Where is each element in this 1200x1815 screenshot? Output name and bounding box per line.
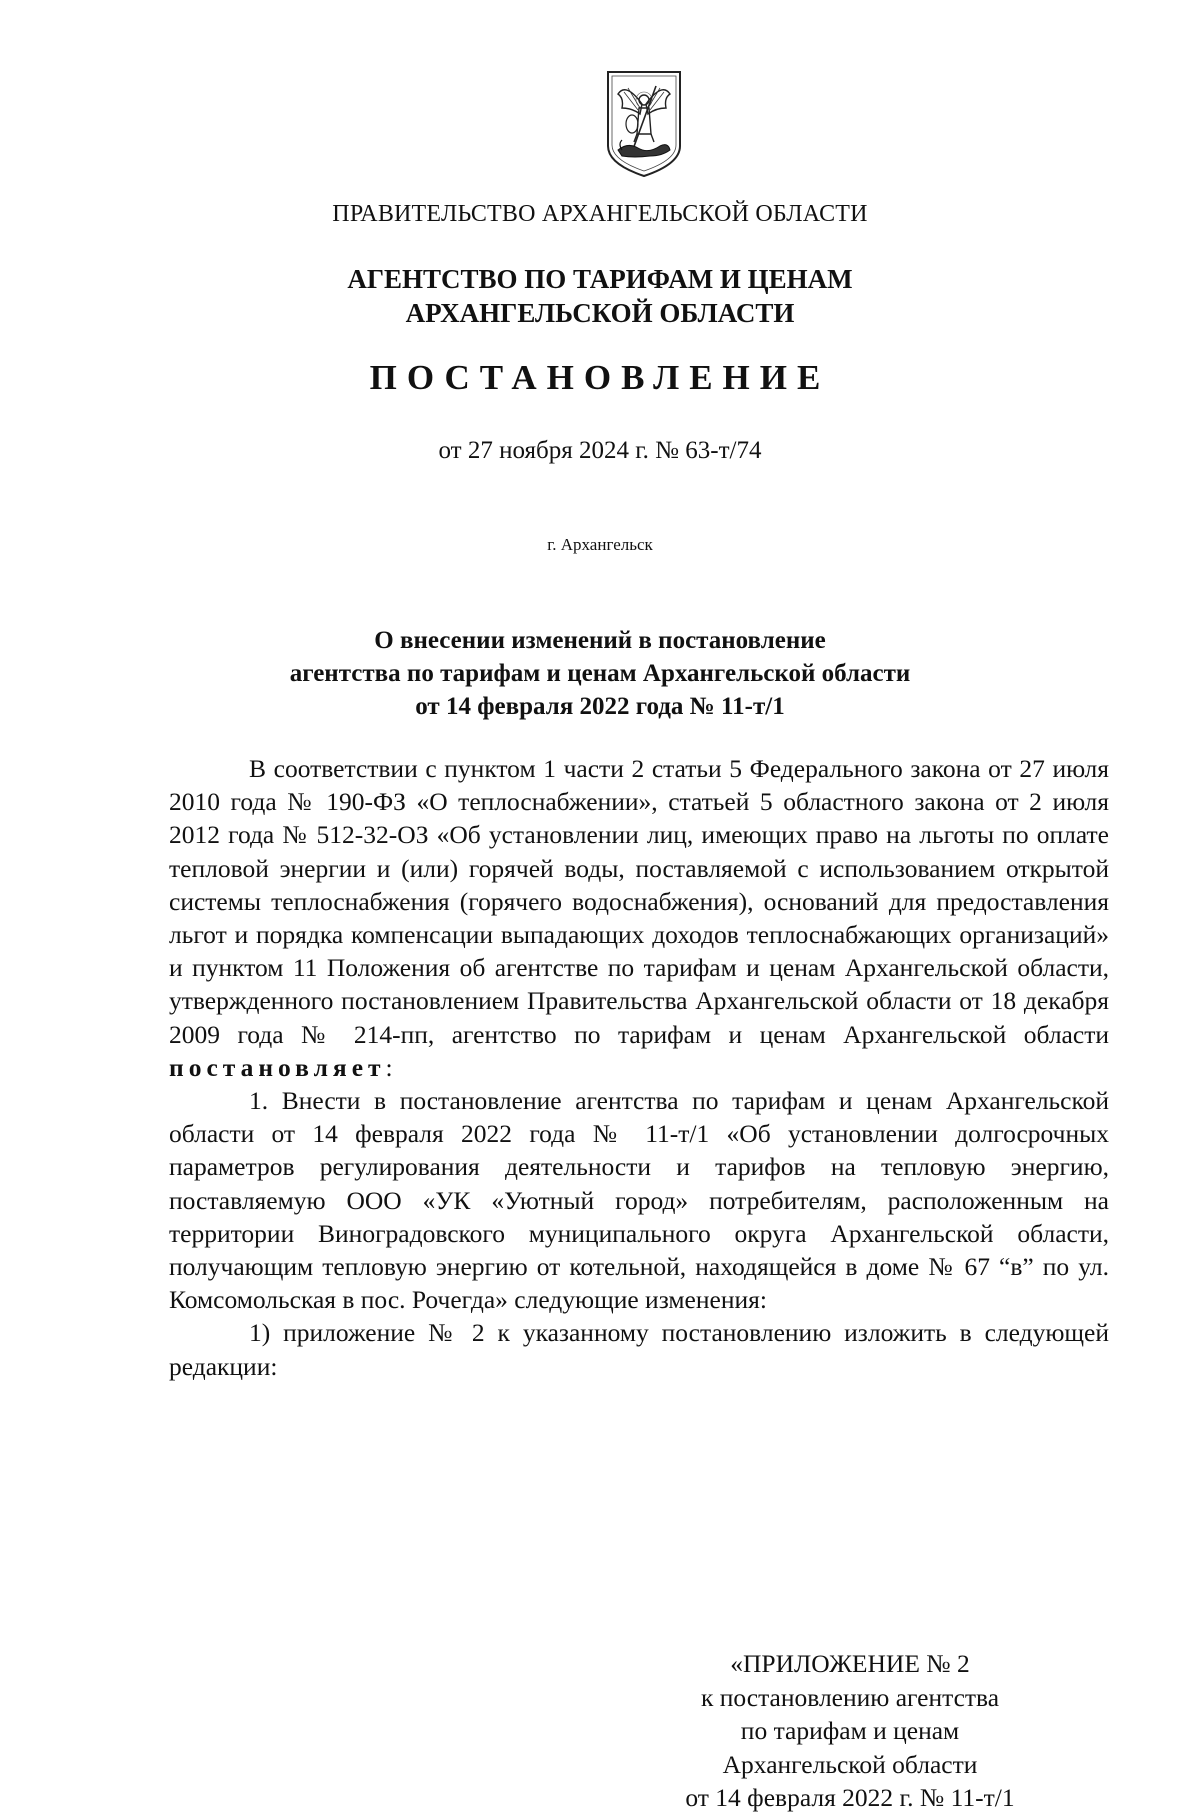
agency-name-line-2: АРХАНГЕЛЬСКОЙ ОБЛАСТИ (405, 298, 795, 328)
appendix-line-3: по тарифам и ценам (740, 1716, 960, 1745)
document-subject (0, 624, 1200, 723)
body-paragraph-preamble (169, 752, 1109, 1084)
appendix-line-1: «ПРИЛОЖЕНИЕ № 2 (730, 1649, 970, 1678)
appendix-line-5: от 14 февраля 2022 г. № 11-т/1 (685, 1783, 1015, 1812)
preamble-colon: : (385, 1052, 393, 1082)
body-paragraph-subitem-1: 1) приложение № 2 к указанному постановлению изложить в следующей редакции: (169, 1318, 1109, 1381)
archangel-coat-of-arms-emblem-icon (604, 68, 684, 178)
appendix-heading-block (640, 1647, 1060, 1815)
subject-line-3: от 14 февраля 2022 года № 11-т/1 (415, 693, 785, 720)
appendix-line-2: к постановлению агентства (700, 1682, 1000, 1712)
subject-line-2: агентства по тарифам и ценам Архангельской области (289, 660, 911, 687)
government-name: ПРАВИТЕЛЬСТВО АРХАНГЕЛЬСКОЙ ОБЛАСТИ (332, 201, 868, 227)
agency-name (0, 262, 1200, 330)
agency-name-line-1: АГЕНТСТВО ПО ТАРИФАМ И ЦЕНАМ (347, 264, 853, 294)
document-date-number: от 27 ноября 2024 г. № 63-т/74 (438, 437, 762, 464)
subject-line-1: О внесении изменений в постановление (374, 627, 826, 654)
body-paragraph-item-1: 1. Внести в постановление агентства по тарифам и ценам Архангельской области от 14 февраля 2022 года № 11-т/1 «Об установлении долгосрочных параметров регулирования деятельности и тарифов на тепловую энергию, поставляемую ООО «УК «Уютный город» потребителям, расположенным на территории Виноградовского муниципального округа Архангельской области, получающим тепловую энергию от котельной, находящейся в доме № 67 “в” по ул. Комсомольская в пос. Рочегда» следующие изменения: (169, 1086, 1109, 1315)
document-body (169, 752, 1109, 1383)
preamble-text: В соответствии с пунктом 1 части 2 статьи 5 Федерального закона от 27 июля 2010 года № 190-ФЗ «О теплоснабжении», статьей 5 областного закона от 2 июля 2012 года № 512-32-ОЗ «Об установлении лиц, имеющих право на льготы по оплате тепловой энергии и (или) горячей воды, поставляемой с использованием открытой системы теплоснабжения (горячего водоснабжения), оснований для предоставления льгот и порядка компенсации выпадающих доходов теплоснабжающих организаций» и пунктом 11 Положения об агентстве по тарифам и ценам Архангельской области, утвержденного постановлением Правительства Архангельской области от 18 декабря 2009 года № 214-пп, агентство по тарифам и ценам Архангельской области (169, 754, 1109, 1049)
document-city: г. Архангельск (547, 535, 653, 554)
document-type-title: ПОСТАНОВЛЕНИЕ (369, 358, 831, 397)
resolves-keyword: постановляет (169, 1052, 386, 1082)
appendix-line-4: Архангельской области (722, 1749, 978, 1779)
